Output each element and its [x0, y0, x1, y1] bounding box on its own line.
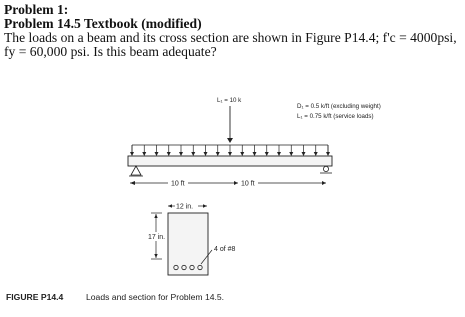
load-arrow-head	[326, 152, 330, 156]
problem-number: Problem 1:	[4, 2, 69, 17]
load-arrow-head	[289, 152, 293, 156]
load-arrow-head	[179, 152, 183, 156]
problem-statement-line-1: The loads on a beam and its cross section are shown in Figure P14.4; f'c = 4000psi,	[4, 30, 457, 45]
depth-label: 17 in.	[148, 234, 166, 241]
beam	[128, 156, 332, 166]
load-arrow-head	[142, 152, 146, 156]
load-arrow-head	[204, 152, 208, 156]
point-load-label: L₁ = 10 k	[217, 97, 242, 104]
load-arrow-head	[277, 152, 281, 156]
load-arrow-head	[167, 152, 171, 156]
left-span-label: 10 ft	[171, 180, 185, 188]
load-arrow-head	[240, 152, 244, 156]
load-arrow-head	[130, 152, 134, 156]
problem-title: Problem 14.5 Textbook (modified)	[4, 16, 202, 31]
load-arrow-head	[155, 152, 159, 156]
right-support	[320, 166, 332, 173]
left-support	[129, 166, 143, 176]
load-arrow-head	[216, 152, 220, 156]
dead-load-label: D₁ = 0.5 k/ft (excluding weight)	[297, 103, 381, 110]
distributed-load	[130, 145, 330, 156]
bars-label: 4 of #8	[214, 246, 236, 253]
right-span-label: 10 ft	[241, 180, 255, 188]
load-arrow-head	[191, 152, 195, 156]
span-dimension-line	[130, 181, 326, 185]
load-arrow-head	[265, 152, 269, 156]
problem-statement-line-2: fy = 60,000 psi. Is this beam adequate?	[4, 44, 217, 59]
caption-label: FIGURE P14.4	[6, 292, 64, 302]
load-arrow-head	[228, 152, 232, 156]
width-label: 12 in.	[176, 203, 194, 211]
cross-section	[168, 213, 208, 275]
live-load-label: L₁ = 0.75 k/ft (service loads)	[297, 113, 374, 120]
load-arrow-head	[253, 152, 257, 156]
load-arrow-head	[302, 152, 306, 156]
caption-text: Loads and section for Problem 14.5.	[86, 292, 225, 302]
load-arrow-head	[314, 152, 318, 156]
